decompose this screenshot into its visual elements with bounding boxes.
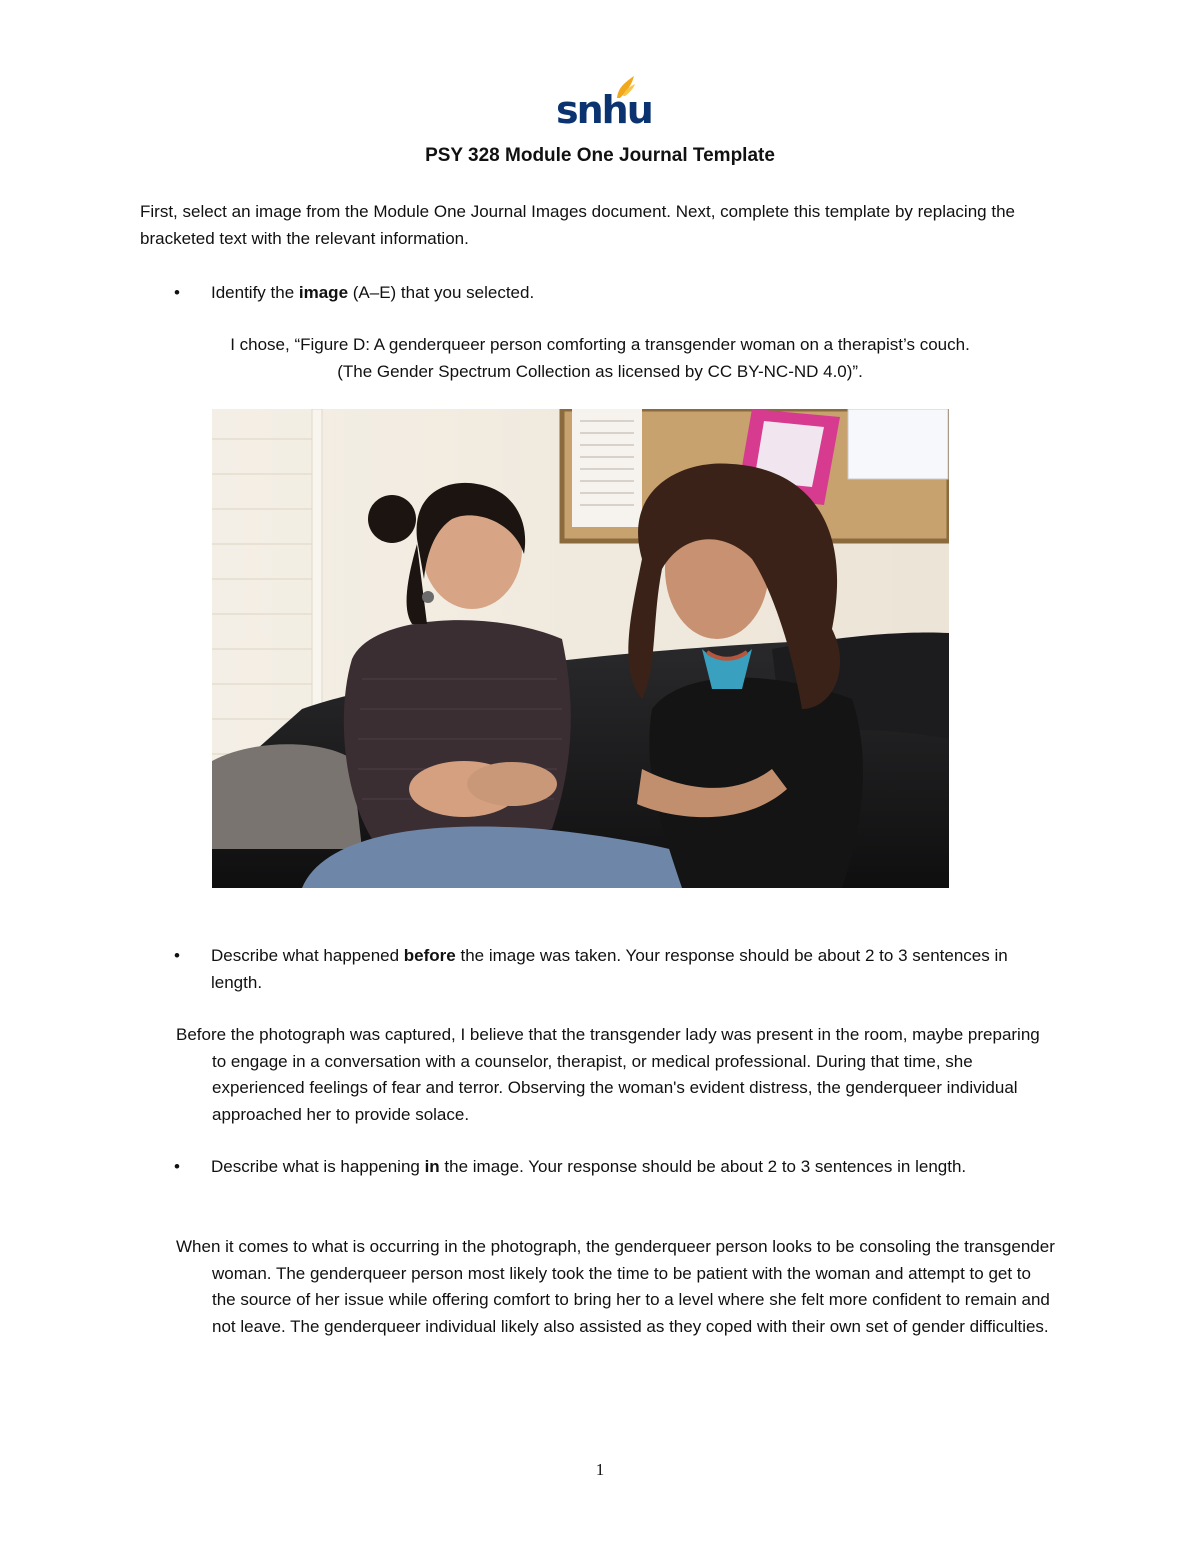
bullet-dot: • xyxy=(174,283,180,302)
bullet-text-pre: Describe what happened xyxy=(211,946,404,965)
answer-in-paragraph: When it comes to what is occurring in the photograph, the genderqueer person looks to be consoling the transgender woman. The genderqueer person most likely took the time to be patient with the woman and attempt to get to the source of her issue while offering comfort to bring her to a level where she felt more confident to remain and not leave. The genderqueer individual likely also assisted as they coped with their own set of gender difficulties. xyxy=(176,1237,1055,1336)
answer-before-paragraph: Before the photograph was captured, I believe that the transgender lady was present in the room, maybe preparing to engage in a conversation with a counselor, therapist, or medical professional. During that time, she experienced feelings of fear and terror. Observing the woman's evident distress, the genderqueer individual approached her to provide solace. xyxy=(176,1025,1040,1124)
chosen-line-2: (The Gender Spectrum Collection as licensed by CC BY-NC-ND 4.0)”. xyxy=(337,361,863,381)
snhu-logo xyxy=(556,74,652,134)
intro-paragraph: First, select an image from the Module One Journal Images document. Next, complete this template by replacing the bracketed text with the relevant information. xyxy=(140,202,1015,248)
bullet-item-identify-image xyxy=(211,280,1051,307)
chosen-figure-text xyxy=(140,332,1060,385)
bullet-text-bold: in xyxy=(424,1157,440,1176)
bullet-dot: • xyxy=(174,1157,180,1176)
bullet-text-post: the image. Your response should be about 2 to 3 sentences in length. xyxy=(439,1157,967,1176)
logo-text: snhu xyxy=(556,88,652,132)
chosen-line-1: I chose, “Figure D: A genderqueer person comforting a transgender woman on a therapist’s couch. xyxy=(230,335,970,354)
bullet-text-bold: image xyxy=(298,283,349,302)
bullet-text-pre: Describe what is happening xyxy=(211,1157,425,1176)
bullet-item-in-image xyxy=(211,1154,1051,1181)
bullet-dot: • xyxy=(174,946,180,965)
bullet-text-post: (A–E) that you selected. xyxy=(348,283,535,302)
page-number: 1 xyxy=(595,1460,605,1479)
bullet-text-bold: before xyxy=(403,946,456,965)
figure-d-photo xyxy=(212,409,949,888)
bullet-text-post: the image was taken. Your response should be about 2 to 3 sentences in length. xyxy=(211,946,1008,992)
bullet-item-before xyxy=(211,943,1051,996)
photo-illustration xyxy=(212,409,949,888)
document-title: PSY 328 Module One Journal Template xyxy=(425,145,775,166)
bullet-text-pre: Identify the xyxy=(211,283,299,302)
